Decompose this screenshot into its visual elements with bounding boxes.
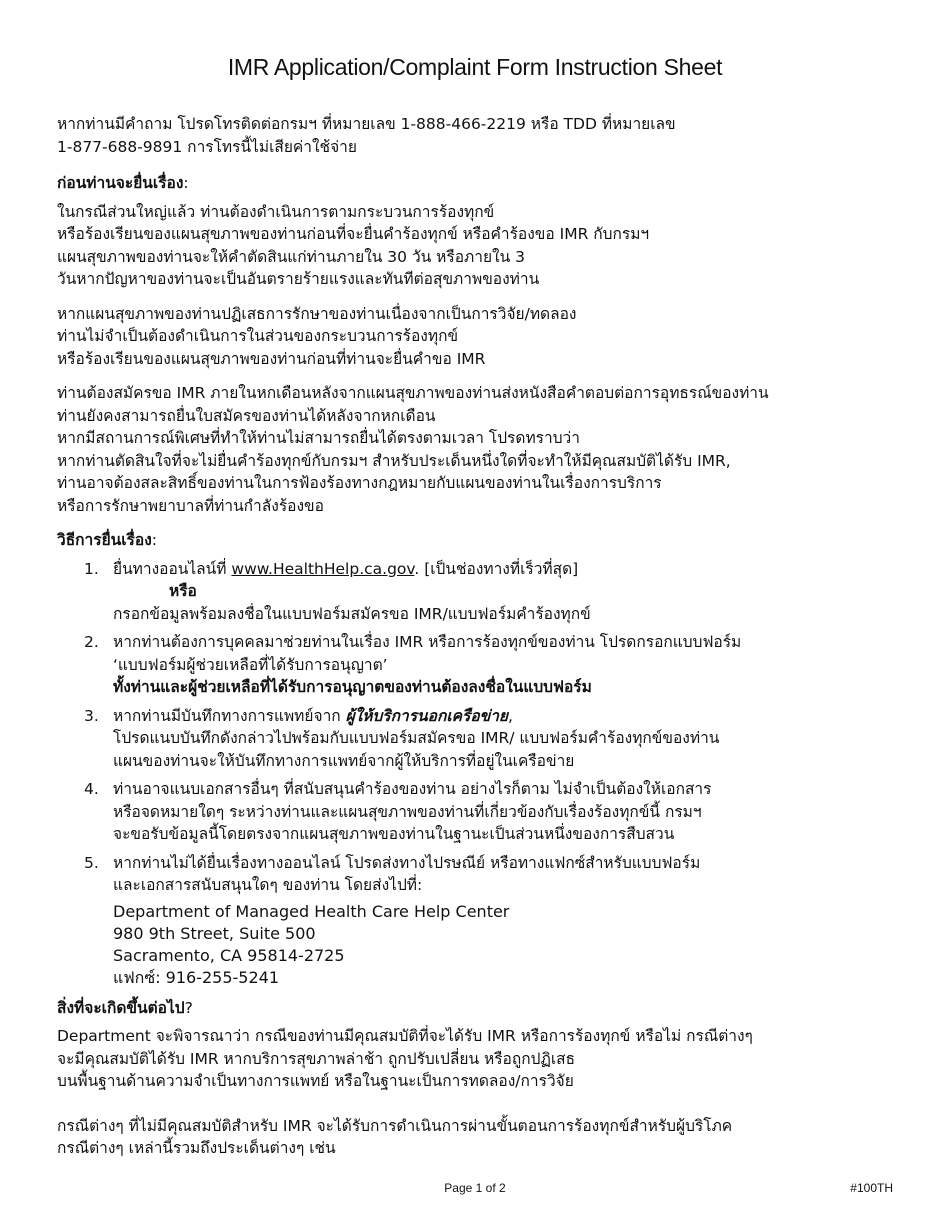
content-body	[57, 113, 907, 1160]
address-fax: แฟกซ์: 916-255-5241	[113, 967, 280, 987]
heading-colon: :	[151, 531, 157, 549]
or-word: หรือ	[169, 582, 197, 600]
intro-paragraph	[57, 113, 907, 158]
step-text: . [เป็นช่องทางที่เร็วที่สุด]	[414, 559, 579, 578]
paragraph-line: หากแผนสุขภาพของท่านปฏิเสธการรักษาของท่านเนื่องจากเป็นการวิจัย/ทดลอง	[57, 304, 577, 323]
step-text: ,	[508, 706, 513, 725]
next-paragraph-1	[57, 1025, 907, 1093]
before-paragraph-2	[57, 303, 907, 371]
list-item	[57, 778, 907, 846]
section-heading-text: ก่อนท่านจะยื่นเรื่อง	[57, 174, 184, 192]
paragraph-line: หรือร้องเรียนของแผนสุขภาพของท่านก่อนที่จะยื่นคำร้องทุกข์ หรือคำร้องขอ IMR กับกรมฯ	[57, 225, 650, 243]
step-number: 3.	[84, 706, 99, 725]
paragraph-line: ท่านไม่จำเป็นต้องดำเนินการในส่วนของกระบวนการร้องทุกข์	[57, 327, 459, 345]
address-city: Sacramento, CA 95814-2725	[113, 945, 345, 965]
paragraph-line: กรณีต่างๆ เหล่านี้รวมถึงประเด็นต่างๆ เช่น	[57, 1139, 336, 1157]
paragraph-line: บนพื้นฐานด้านความจำเป็นทางการแพทย์ หรือในฐานะเป็นการทดลอง/การวิจัย	[57, 1072, 574, 1090]
page-number: Page 1 of 2	[444, 1181, 506, 1195]
paragraph-line: ท่านยังคงสามารถยื่นใบสมัครของท่านได้หลังจากหกเดือน	[57, 406, 436, 425]
paragraph-line: ในกรณีส่วนใหญ่แล้ว ท่านต้องดำเนินการตามกระบวนการร้องทุกข์	[57, 202, 495, 221]
step-text: และเอกสารสนับสนุนใดๆ ของท่าน โดยส่งไปที่:	[113, 876, 423, 894]
list-item	[57, 558, 907, 626]
steps-list	[57, 558, 907, 989]
paragraph-line: หรือร้องเรียนของแผนสุขภาพของท่านก่อนที่ท่านจะยื่นคำขอ IMR	[57, 349, 486, 368]
list-item	[57, 852, 907, 989]
section-heading-text: วิธีการยื่นเรื่อง	[57, 531, 152, 549]
step-text: หากท่านต้องการบุคคลมาช่วยท่านในเรื่อง IMR หรือการร้องทุกข์ของท่าน โปรดกรอกแบบฟอร์ม	[113, 633, 742, 651]
list-item	[57, 631, 907, 699]
before-paragraph-1	[57, 201, 907, 291]
paragraph-line: หากท่านตัดสินใจที่จะไม่ยื่นคำร้องทุกข์กับกรมฯ สำหรับประเด็นหนึ่งใดที่จะทำให้มีคุณสมบัติได้รับ IMR,	[57, 451, 731, 470]
intro-line: หากท่านมีคำถาม โปรดโทรติดต่อกรมฯ ที่หมายเลข 1-888-466-2219 หรือ TDD ที่หมายเลข	[57, 115, 676, 133]
step-text: ท่านอาจแนบเอกสารอื่นๆ ที่สนับสนุนคำร้องของท่าน อย่างไรก็ตาม ไม่จำเป็นต้องให้เอกสาร	[113, 780, 712, 798]
step-text: แผนของท่านจะให้บันทึกทางการแพทย์จากผู้ให้บริการที่อยู่ในเครือข่าย	[113, 751, 575, 770]
section-heading-how	[57, 529, 907, 552]
paragraph-line: หรือการรักษาพยาบาลที่ท่านกำลังร้องขอ	[57, 496, 324, 515]
heading-qmark: ?	[184, 998, 193, 1017]
step-text: หรือจดหมายใดๆ ระหว่างท่านและแผนสุขภาพของท่านที่เกี่ยวข้องกับเรื่องร้องทุกข์นี้ กรมฯ	[113, 802, 702, 821]
step-text: ยื่นทางออนไลน์ที่	[113, 559, 232, 578]
paragraph-line: แผนสุขภาพของท่านจะให้คำตัดสินแก่ท่านภายใน 30 วัน หรือภายใน 3	[57, 247, 525, 266]
next-paragraph-2	[57, 1115, 907, 1160]
paragraph-line: กรณีต่างๆ ที่ไม่มีคุณสมบัติสำหรับ IMR จะได้รับการดำเนินการผ่านขั้นตอนการร้องทุกข์สำหรับผู้บริโภค	[57, 1116, 733, 1135]
address-street: 980 9th Street, Suite 500	[113, 923, 316, 943]
step-text: จะขอรับข้อมูลนี้โดยตรงจากแผนสุขภาพของท่านในฐานะเป็นส่วนหนึ่งของการสืบสวน	[113, 825, 675, 843]
before-paragraph-3	[57, 382, 907, 517]
address-org: Department of Managed Health Care Help Center	[113, 901, 510, 921]
section-heading-next	[57, 997, 907, 1020]
paragraph-line: Department จะพิจารณาว่า กรณีของท่านมีคุณสมบัติที่จะได้รับ IMR หรือการร้องทุกข์ หรือไม่ กรณีต่างๆ	[57, 1027, 753, 1045]
paragraph-line: วันหากปัญหาของท่านจะเป็นอันตรายร้ายแรงและทันทีต่อสุขภาพของท่าน	[57, 270, 540, 288]
section-heading-before	[57, 172, 907, 195]
paragraph-line: ท่านอาจต้องสละสิทธิ์ของท่านในการฟ้องร้องทางกฎหมายกับแผนของท่านในเรื่องการบริการ	[57, 474, 662, 492]
step-text: หากท่านมีบันทึกทางการแพทย์จาก	[113, 706, 346, 725]
mailing-address	[113, 901, 907, 989]
healthhelp-link[interactable]: www.HealthHelp.ca.gov	[231, 559, 415, 578]
step-text: กรอกข้อมูลพร้อมลงชื่อในแบบฟอร์มสมัครขอ IMR/แบบฟอร์มคำร้องทุกข์	[113, 604, 591, 623]
paragraph-line: จะมีคุณสมบัติได้รับ IMR หากบริการสุขภาพล่าช้า ถูกปรับเปลี่ยน หรือถูกปฏิเสธ	[57, 1049, 576, 1068]
page-title: IMR Application/Complaint Form Instruction Sheet	[227, 54, 723, 80]
form-code: #100TH	[850, 1181, 893, 1195]
intro-line: 1-877-688-9891 การโทรนี้ไม่เสียค่าใช้จ่าย	[57, 137, 357, 156]
paragraph-line: หากมีสถานการณ์พิเศษที่ทำให้ท่านไม่สามารถยื่นได้ตรงตามเวลา โปรดทราบว่า	[57, 429, 580, 447]
step-text: ‘แบบฟอร์มผู้ช่วยเหลือที่ได้รับการอนุญาต’	[113, 655, 388, 674]
step-text: โปรดแนบบันทึกดังกล่าวไปพร้อมกับแบบฟอร์มสมัครขอ IMR/ แบบฟอร์มคำร้องทุกข์ของท่าน	[113, 729, 720, 747]
step-number: 5.	[84, 853, 99, 872]
heading-colon: :	[183, 174, 189, 192]
step-number: 4.	[84, 780, 99, 798]
paragraph-line: ท่านต้องสมัครขอ IMR ภายในหกเดือนหลังจากแผนสุขภาพของท่านส่งหนังสือคำตอบต่อการอุทธรณ์ของท่าน	[57, 384, 769, 402]
step-number: 1.	[84, 559, 99, 578]
list-item	[57, 705, 907, 773]
section-heading-text: สิ่งที่จะเกิดขึ้นต่อไป	[57, 998, 185, 1017]
step-emphasis: ผู้ให้บริการนอกเครือข่าย	[345, 706, 509, 725]
step-number: 2.	[84, 633, 99, 651]
step-text: หากท่านไม่ได้ยื่นเรื่องทางออนไลน์ โปรดส่งทางไปรษณีย์ หรือทางแฟกซ์สำหรับแบบฟอร์ม	[113, 853, 701, 872]
step-text-bold: ทั้งท่านและผู้ช่วยเหลือที่ได้รับการอนุญาตของท่านต้องลงชื่อในแบบฟอร์ม	[113, 678, 592, 696]
